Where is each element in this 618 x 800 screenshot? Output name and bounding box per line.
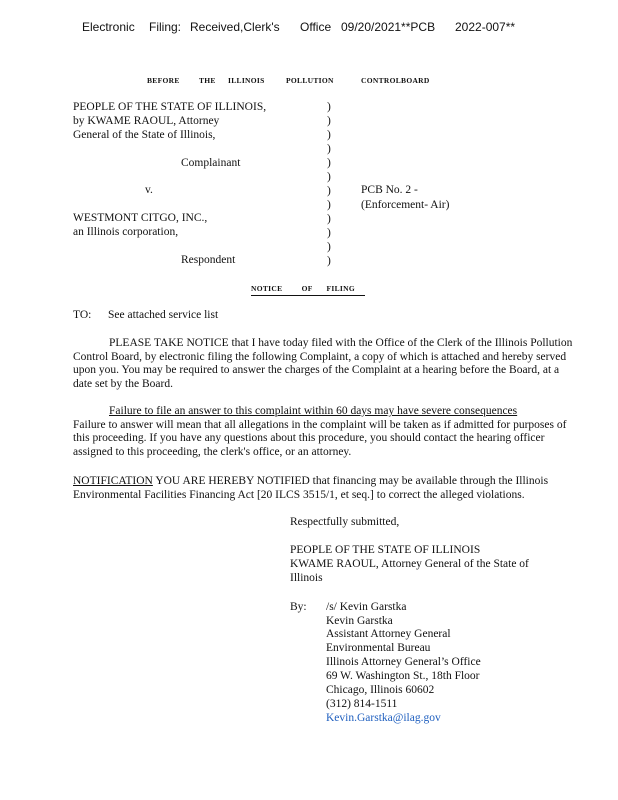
party-line2: KWAME RAOUL, Attorney General of the State of: [290, 558, 529, 570]
notice-of-filing-heading: [251, 284, 365, 296]
caption-paren: ): [327, 241, 331, 253]
by-label: By:: [290, 601, 307, 613]
consequences-text: Failure to answer will mean that all allegations in the complaint will be taken as if admitted for purposes of this proceeding. If you have any questions about this procedure, you should contact the hearing officer assigned to this proceeding, the clerk's office, or an attorney.: [73, 418, 567, 458]
office-street: 69 W. Washington St., 18th Floor: [326, 670, 480, 682]
caption-plaintiff-line2: by KWAME RAOUL, Attorney: [73, 115, 220, 127]
caption-paren: ): [327, 185, 331, 197]
caption-paren: ): [327, 157, 331, 169]
notice-heading-notice: NOTICE: [251, 284, 283, 293]
office-city: Chicago, Illinois 60602: [326, 684, 435, 696]
caption-paren: ): [327, 101, 331, 113]
caption-paren: ): [327, 255, 331, 267]
board-heading-controlboard: CONTROLBOARD: [361, 76, 430, 85]
caption-plaintiff-line1: PEOPLE OF THE STATE OF ILLINOIS,: [73, 101, 267, 113]
caption-paren: ): [327, 129, 331, 141]
notice-paragraph: PLEASE TAKE NOTICE that I have today filed with the Office of the Clerk of the Illinois Pollution Control Board, by electronic filing the following Complaint, a copy of which is attached and hereby served upon you. You may be required to answer the charges of the Complaint at a hearing before the Board, at a date set by the Board.: [73, 337, 573, 390]
caption-complainant: Complainant: [181, 157, 241, 169]
caption-paren: ): [327, 115, 331, 127]
stamp-office: Office: [300, 20, 332, 34]
to-value: See attached service list: [108, 309, 219, 321]
case-number: PCB No. 2 -: [361, 184, 418, 196]
consequences-warning: Failure to file an answer to this complaint within 60 days may have severe consequences: [109, 405, 518, 417]
board-heading-before: BEFORE: [147, 76, 180, 85]
notification-label: NOTIFICATION: [73, 475, 153, 487]
notification-text: YOU ARE HEREBY NOTIFIED that financing may be available through the Illinois Environmental Facilities Financing Act [20 ILCS 3515/1, et seq.] to correct the alleged violations.: [73, 475, 549, 501]
consequences-paragraph: [73, 405, 573, 459]
board-heading-the: THE: [199, 76, 216, 85]
case-type: (Enforcement- Air): [361, 199, 450, 211]
stamp-received: Received,Clerk's: [190, 20, 280, 34]
party-line1: PEOPLE OF THE STATE OF ILLINOIS: [290, 544, 481, 556]
stamp-electronic: Electronic: [82, 20, 135, 34]
notice-heading-filing: FILING: [326, 284, 355, 293]
caption-paren: ): [327, 227, 331, 239]
caption-plaintiff-line3: General of the State of Illinois,: [73, 129, 216, 141]
caption-respondent-line1: WESTMONT CITGO, INC.,: [73, 212, 208, 224]
board-heading-illinois: ILLINOIS: [228, 76, 265, 85]
attorney-title: Assistant Attorney General: [326, 628, 451, 640]
attorney-bureau: Environmental Bureau: [326, 642, 431, 654]
stamp-case-number: 2022-007**: [455, 20, 516, 34]
party-line3: Illinois: [290, 572, 323, 584]
caption-respondent-line2: an Illinois corporation,: [73, 226, 179, 238]
notice-heading-of: OF: [301, 284, 313, 293]
caption-paren: ): [327, 143, 331, 155]
caption-versus: v.: [145, 184, 153, 196]
caption-respondent: Respondent: [181, 254, 236, 266]
stamp-filing: Filing:: [149, 20, 182, 34]
closing: Respectfully submitted,: [290, 516, 400, 528]
financing-paragraph: [73, 475, 573, 502]
to-label: TO:: [73, 309, 92, 321]
office-phone: (312) 814-1511: [326, 698, 398, 710]
caption-paren: ): [327, 171, 331, 183]
email-link[interactable]: Kevin.Garstka@ilag.gov: [326, 712, 441, 724]
attorney-office: Illinois Attorney General’s Office: [326, 656, 481, 668]
board-heading-pollution: POLLUTION: [286, 76, 334, 85]
caption-paren: ): [327, 213, 331, 225]
caption-paren: ): [327, 199, 331, 211]
stamp-date: 09/20/2021**PCB: [341, 20, 436, 34]
attorney-name: Kevin Garstka: [326, 615, 393, 627]
electronic-signature: /s/ Kevin Garstka: [326, 601, 407, 613]
